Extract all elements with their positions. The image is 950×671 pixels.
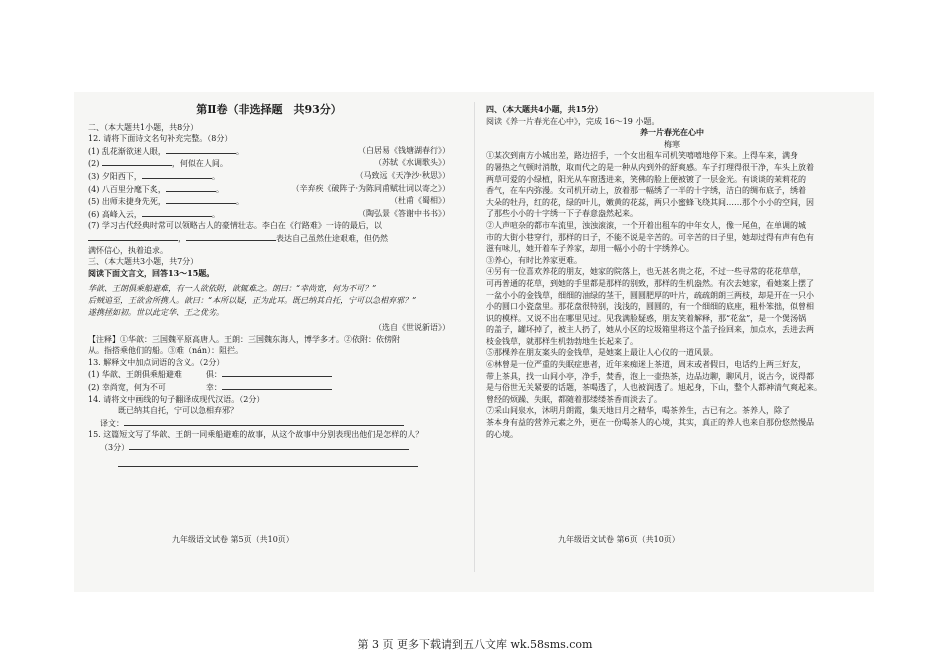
question-12-7-end: 满怀信心，执着追求。 [88, 245, 168, 255]
essay-line: 的心境。 [486, 429, 518, 439]
question-13: 13. 解释文中加点词语的含义。（2分） [88, 357, 225, 367]
poem-line: (3) 夕阳西下， 。 （马致远《天净沙·秋思》） [88, 170, 450, 181]
question-14: 14. 请将文中画线的句子翻译成现代汉语。（2分） [88, 394, 265, 404]
essay-line: 带上茶具，找一山间小亭，净手，焚香，泡上一壶热茶，边品边聊，聊风月，说古今，说得都 [486, 371, 814, 381]
essay-line: 了那些小小的十字绣一下子春意盎然起来。 [486, 209, 638, 219]
essay-line: ⑥林曾是一位严重的失眠症患者，近年来痴迷上茶道，周末或者假日，电话约上两三好友， [486, 360, 806, 370]
essay-line: 滋有味儿，她开着车子养家，却用一幅小小的十字绣养心。 [486, 244, 694, 254]
essay-line: 茶本身有益的营养元素之外，更在一份喝茶人的心境，其实，真正的养人也来自那份悠然慢品 [486, 418, 814, 428]
essay-line: 小的圆口小瓷盘里。那花盘很特别，浅浅的，圆圆的，有一个细细的底座，粗朴笨拙，似曾相 [486, 302, 814, 312]
reading-instruction: 阅读《养一片春光在心中》，完成 16～19 小题。 [486, 116, 660, 126]
poem-line: (4) 八百里分麾下炙， 。 （辛弃疾《破阵子·为陈同甫赋壮词以寄之》） [88, 183, 450, 194]
essay-line: 香气，在车内弥漫。女司机开动上，放着那一幅绣了一半的十字绣，洁白的绸布底子，绣着 [486, 186, 806, 196]
essay-body [486, 150, 858, 440]
classical-passage-line: 遂携拯如初。世以此定华、王之优劣。 [88, 307, 224, 317]
question-14-sentence: 既已纳其自托，宁可以急相弃邪？ [118, 406, 238, 416]
classical-passage-line: 华歆、王朗俱乘船避难，有一人欲依附，歆辄难之。朗曰：“幸尚宽，何为不可？” [88, 284, 377, 294]
left-page-footer: 九年级语文试卷 第5页（共10页） [172, 535, 294, 544]
left-page [88, 104, 450, 469]
question-12-7-cont: ， 表达自己虽然仕途艰难，但仍然 [88, 232, 450, 245]
poem-line: (5) 出师未捷身先死， 。 （杜甫《蜀相》） [88, 196, 450, 207]
essay-title: 养一片春光在心中 [640, 127, 704, 138]
essay-line: 是与俗世无关紧要的话题，茶喝透了，人也被润透了。旭起身，下山，整个人都神清气爽起来。 [486, 383, 822, 393]
essay-line: 两草可爱的小绿植，阳光从车窗透进来，笑佛的脸上便被镀了一层金光。有谈谈的茉莉花的 [486, 174, 806, 184]
question-12: 12. 请将下面诗文名句补充完整。（8分） [88, 134, 233, 144]
essay-line: 市的大街小巷穿行，那样的日子，不能不说是辛苦的。可辛苦的日子里，她却过得有声有色有 [486, 232, 814, 242]
section-3-heading: 三、（本大题共3小题，共7分） [88, 257, 199, 267]
right-page-footer: 九年级语文试卷 第6页（共10页） [558, 535, 680, 544]
section-2-heading: 二、（本大题共1小题，共8分） [88, 122, 199, 132]
translation-line: 译文： [88, 417, 450, 430]
essay-line: ②人声喧杂的都市车流里，浊浊滚滚，一个开着出租车的中年女人，像一尾鱼，在单调的城 [486, 220, 806, 230]
essay-line: 曾经的烦躁、失眠，都随着那缕缕茶香而淡去了。 [486, 394, 662, 404]
reading-instruction: 阅读下面文言文，回答13～15题。 [88, 267, 215, 278]
answer-line [118, 456, 418, 467]
essay-line: ①某次到南方小城出差，路边招手，一个女出租车司机笑嘻嘻地停下来。上得车来，满身 [486, 151, 798, 161]
essay-line: 大朵的牡丹，红的花，绿的叶儿，嫩黄的花蕊，两只小蜜蜂飞绕其间……那个小小的空间，因 [486, 197, 814, 207]
right-page [486, 104, 858, 440]
scanned-exam-sheet [74, 92, 874, 592]
page-divider [474, 102, 475, 572]
question-13-2: (2) 幸尚宽，何为不可 幸： [88, 381, 450, 394]
classical-passage-line: 后贼追至，王欲舍所携人。歆曰：“本所以疑，正为此耳。既已纳其自托，宁可以急相弃邪？” [88, 295, 417, 305]
essay-line: 的盖子，罐坏掉了，被主人扔了，她从小区的垃圾箱里将这个盖子捡回来，加点水，丢进去两 [486, 325, 814, 335]
essay-line: ⑦采山间泉水，沐明月朗霞，集天地日月之精华，喝茶养生，古已有之。茶养人，除了 [486, 406, 790, 416]
essay-line: 的暑热之气顿时消散，取而代之的是一种从内到外的舒爽感。车子打理得很干净，车头上放着 [486, 162, 814, 172]
essay-line: 可再普通的花草，到她的手里都是那样的别致，那样的生机盎然。有次去她家，看她案上摆了 [486, 278, 814, 288]
question-15: 15. 这篇短文写了华歆、王朗一同乘船避难的故事，从这个故事中分别表现出他们是怎样的人？ [88, 430, 424, 440]
poem-line: (1) 乱花渐欲迷人眼， 。 （白居易《钱塘湖春行》） [88, 145, 450, 156]
passage-source: （选自《世说新语》） [374, 323, 450, 333]
poem-line: (2) ，何似在人间。 （苏轼《水调歌头》） [88, 158, 450, 169]
question-13-1: (1) 华歆、王朗俱乘船避难 俱： [88, 368, 450, 381]
question-15-points: （3分） [88, 441, 450, 454]
annotation-line: 【注释】①华歆：三国魏平原高唐人。王朗：三国魏东海人，博学多才。②依附：依傍附 [88, 334, 400, 344]
question-12-7: (7) 学习古代经典时常可以领略古人的豪情壮志。李白在《行路难》一诗的最后，以 [88, 221, 382, 231]
essay-line: 识的模样。又说不出在哪里见过。见我满脸疑惑，朋友笑着解释，那“花盆”，是一个煲汤锅 [486, 313, 807, 323]
essay-line: 一盆小小的金钱草，细细的油绿的茎干，圆圆肥厚的叶片，疏疏朗朗三两枝，却是开在一只小 [486, 290, 814, 300]
section-4-heading: 四、（本大题共4小题，共15分） [486, 104, 603, 114]
download-note: 第 3 页 更多下载请到五八文库 wk.58sms.com [357, 638, 593, 651]
essay-line: ③养心，有时比养家更难。 [486, 255, 582, 265]
essay-line: ⑤那棵养在朋友案头的金钱草，是她案上最让人心仪的一道风景。 [486, 348, 718, 358]
essay-author: 梅寒 [664, 139, 680, 149]
essay-line: ④另有一位喜欢养花的朋友，她家的院落上，也无甚名贵之花，不过一些寻常的花花草草， [486, 267, 806, 277]
poem-line: (6) 高峰入云， 。 （陶弘景《答谢中书书》） [88, 208, 450, 219]
essay-line: 枝金钱草，就那样生机勃勃地生长起来了。 [486, 336, 638, 346]
annotation-line: 从。指搭乘他们的船。③难（nán）：阻拦。 [88, 346, 244, 356]
part2-title: 第Ⅱ卷（非选择题 共93分） [196, 103, 342, 116]
